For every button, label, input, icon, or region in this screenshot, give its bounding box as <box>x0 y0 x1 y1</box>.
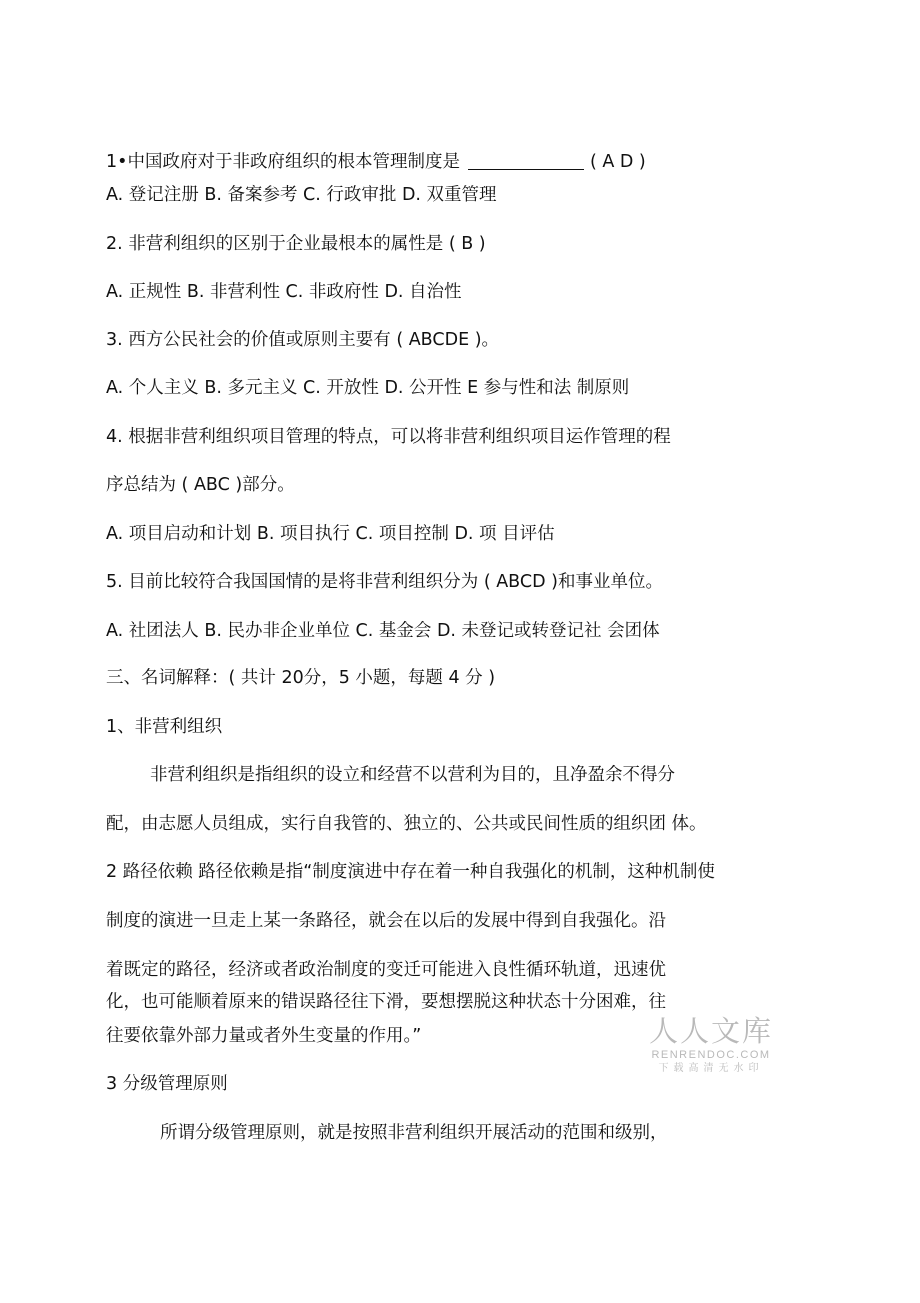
question-4-line-1: 4. 根据非营利组织项目管理的特点，可以将非营利组织项目运作管理的程 <box>106 427 671 447</box>
watermark-url: RENRENDOC.COM <box>651 1049 771 1061</box>
question-2: 2. 非营利组织的区别于企业最根本的属性是 ( B ) <box>106 234 486 254</box>
watermark-logo: 人人文库 <box>648 1014 773 1048</box>
question-5: 5. 目前比较符合我国国情的是将非营利组织分为 ( ABCD )和事业单位。 <box>106 572 663 592</box>
question-4-line-2: 序总结为 ( ABC )部分。 <box>106 475 295 495</box>
term-1-paragraph-line-2: 配，由志愿人员组成，实行自我管的、独立的、公共或民间性质的组织团 体。 <box>106 814 707 834</box>
question-2-options: A. 正规性 B. 非营利性 C. 非政府性 D. 自治性 <box>106 282 462 302</box>
question-5-options: A. 社团法人 B. 民办非企业单位 C. 基金会 D. 未登记或转登记社 会团体 <box>106 621 660 641</box>
question-1-answer: ( A D ) <box>589 152 646 172</box>
term-2-line-2: 制度的演进一旦走上某一条路径，就会在以后的发展中得到自我强化。沿 <box>106 911 666 931</box>
answer-blank <box>468 151 584 170</box>
question-3-options: A. 个人主义 B. 多元主义 C. 开放性 D. 公开性 E 参与性和法 制原则 <box>106 378 630 398</box>
watermark <box>646 1014 776 1076</box>
question-1-text: 1•中国政府对于非政府组织的根本管理制度是 <box>106 152 460 172</box>
term-2-line-3: 着既定的路径，经济或者政治制度的变迁可能进入良性循环轨道，迅速优 <box>106 960 666 980</box>
term-1-paragraph-line-1: 非营利组织是指组织的设立和经营不以营利为目的，且净盈余不得分 <box>150 765 675 785</box>
question-3: 3. 西方公民社会的价值或原则主要有 ( ABCDE )。 <box>106 330 500 350</box>
question-1 <box>106 150 646 174</box>
term-2-line-4: 化，也可能顺着原来的错误路径往下滑，要想摆脱这种状态十分困难，往 <box>106 992 666 1012</box>
term-3-paragraph-line-1: 所谓分级管理原则，就是按照非营利组织开展活动的范围和级别， <box>160 1123 668 1143</box>
question-1-options: A. 登记注册 B. 备案参考 C. 行政审批 D. 双重管理 <box>106 185 497 205</box>
term-3-title: 3 分级管理原则 <box>106 1074 228 1094</box>
question-4-options: A. 项目启动和计划 B. 项目执行 C. 项目控制 D. 项 目评估 <box>106 524 555 544</box>
term-2-line-1: 2 路径依赖 路径依赖是指“制度演进中存在着一种自我强化的机制，这种机制使 <box>106 862 715 882</box>
term-2-line-5: 往要依靠外部力量或者外生变量的作用。” <box>106 1026 422 1046</box>
watermark-slogan: 下载高清无水印 <box>658 1063 764 1074</box>
term-1-title: 1、非营利组织 <box>106 717 223 737</box>
section-heading: 三、名词解释：( 共计 20分，5 小题，每题 4 分 ) <box>106 668 496 688</box>
